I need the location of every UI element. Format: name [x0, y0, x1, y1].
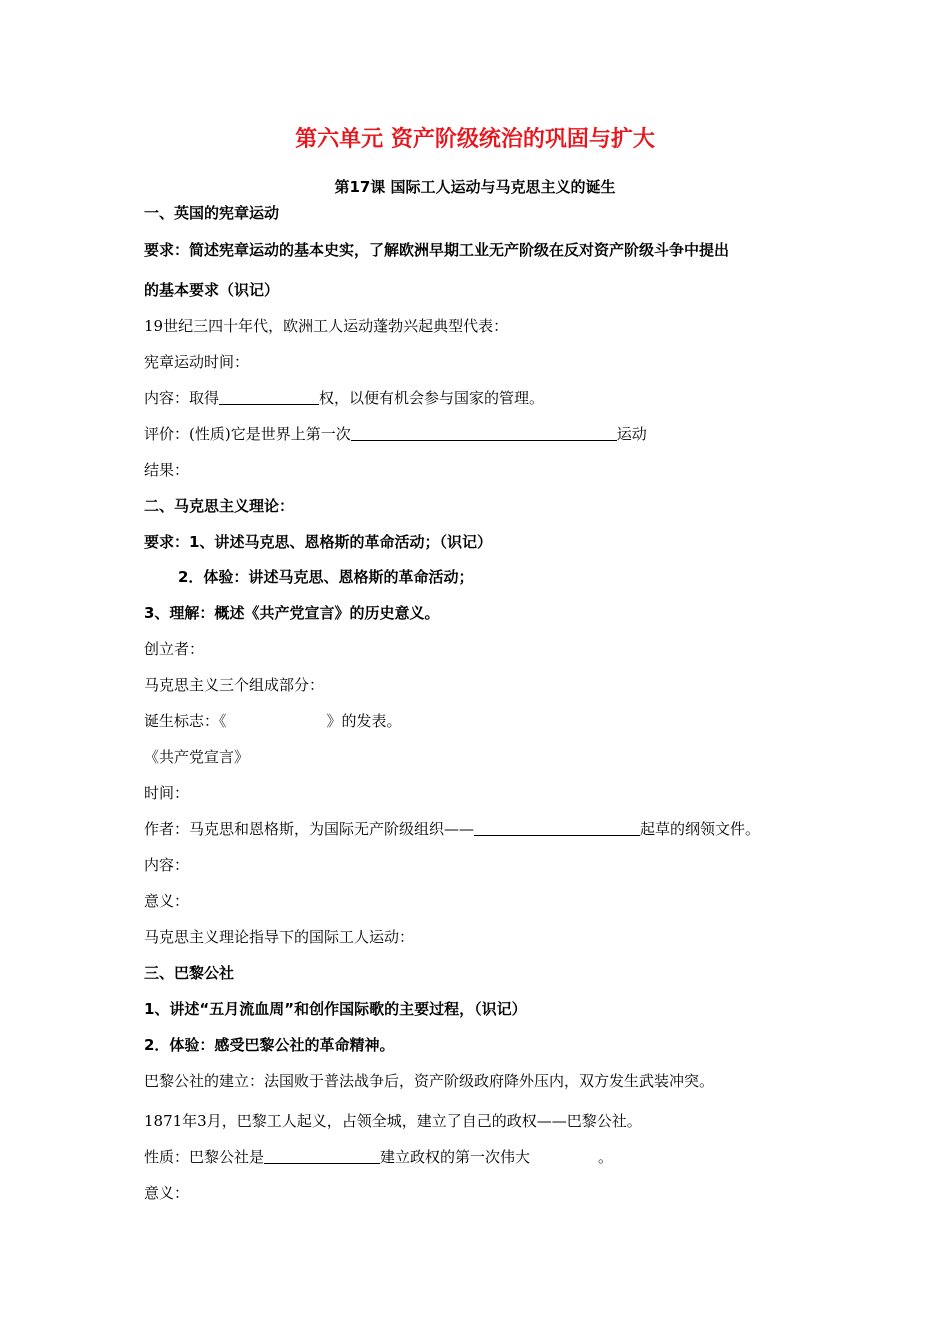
- section-1-intro: 19世纪三四十年代，欧洲工人运动蓬勃兴起典型代表：: [144, 317, 509, 335]
- commune-nature-middle: 建立政权的第一次伟大: [380, 1148, 531, 1166]
- marxism-birth: [144, 711, 402, 731]
- fill-blank[interactable]: [264, 1147, 380, 1164]
- section-3-requirement-2: 2．体验：感受巴黎公社的革命精神。: [144, 1036, 395, 1054]
- section-3-requirement-1: 1、讲述“五月流血周”和创作国际歌的主要过程，（识记）: [144, 1000, 527, 1018]
- manifesto-author-prefix: 作者：马克思和恩格斯，为国际无产阶级组织——: [144, 820, 475, 838]
- manifesto-author-suffix: 起草的纲领文件。: [640, 820, 761, 838]
- international-movement: 马克思主义理论指导下的国际工人运动：: [144, 928, 415, 946]
- chartism-content-suffix: 权，以便有机会参与国家的管理。: [319, 389, 545, 407]
- manifesto-meaning: 意义：: [144, 892, 190, 910]
- marxism-birth-prefix: 诞生标志：《: [144, 712, 227, 730]
- unit-title: 第六单元 资产阶级统治的巩固与扩大: [295, 127, 655, 152]
- commune-nature-suffix: 。: [598, 1148, 614, 1166]
- chartism-evaluation-suffix: 运动: [616, 425, 647, 443]
- commune-founding: 巴黎公社的建立：法国败于普法战争后，资产阶级政府降外压内，双方发生武装冲突。: [144, 1072, 715, 1090]
- fill-blank[interactable]: [474, 819, 640, 836]
- section-1-requirement-1: 要求：简述宪章运动的基本史实，了解欧洲早期工业无产阶级在反对资产阶级斗争中提出: [144, 241, 730, 259]
- section-1-heading: 一、英国的宪章运动: [144, 204, 280, 222]
- commune-uprising: 1871年3月，巴黎工人起义，占领全城，建立了自己的政权——巴黎公社。: [144, 1112, 642, 1130]
- manifesto-time: 时间：: [144, 784, 190, 802]
- chartism-content: [144, 388, 544, 408]
- chartism-time: 宪章运动时间：: [144, 353, 250, 371]
- commune-nature-prefix: 性质：巴黎公社是: [144, 1148, 265, 1166]
- fill-blank[interactable]: [219, 388, 319, 405]
- marxism-birth-suffix: 》的发表。: [326, 712, 402, 730]
- chartism-evaluation: [144, 424, 647, 444]
- fill-blank[interactable]: [351, 424, 617, 441]
- commune-meaning: 意义：: [144, 1184, 190, 1202]
- section-1-requirement-2: 的基本要求（识记）: [144, 281, 280, 299]
- section-3-heading: 三、巴黎公社: [144, 964, 235, 982]
- section-2-heading: 二、马克思主义理论：: [144, 497, 295, 515]
- chartism-result: 结果：: [144, 461, 190, 479]
- chartism-evaluation-prefix: 评价：(性质)它是世界上第一次: [144, 425, 351, 443]
- lesson-title: 第17课 国际工人运动与马克思主义的诞生: [334, 178, 616, 196]
- section-2-requirement-3: 3、理解：概述《共产党宣言》的历史意义。: [144, 604, 440, 622]
- section-2-requirement-2: 2．体验：讲述马克思、恩格斯的革命活动；: [178, 568, 474, 586]
- manifesto-label: 《共产党宣言》: [144, 748, 250, 766]
- commune-nature: [144, 1147, 613, 1167]
- marxism-parts: 马克思主义三个组成部分：: [144, 676, 325, 694]
- section-2-requirement-1: 要求：1、讲述马克思、恩格斯的革命活动；（识记）: [144, 533, 492, 551]
- manifesto-author: [144, 819, 760, 839]
- marxism-founder: 创立者：: [144, 640, 205, 658]
- manifesto-content: 内容：: [144, 856, 190, 874]
- chartism-content-prefix: 内容：取得: [144, 389, 220, 407]
